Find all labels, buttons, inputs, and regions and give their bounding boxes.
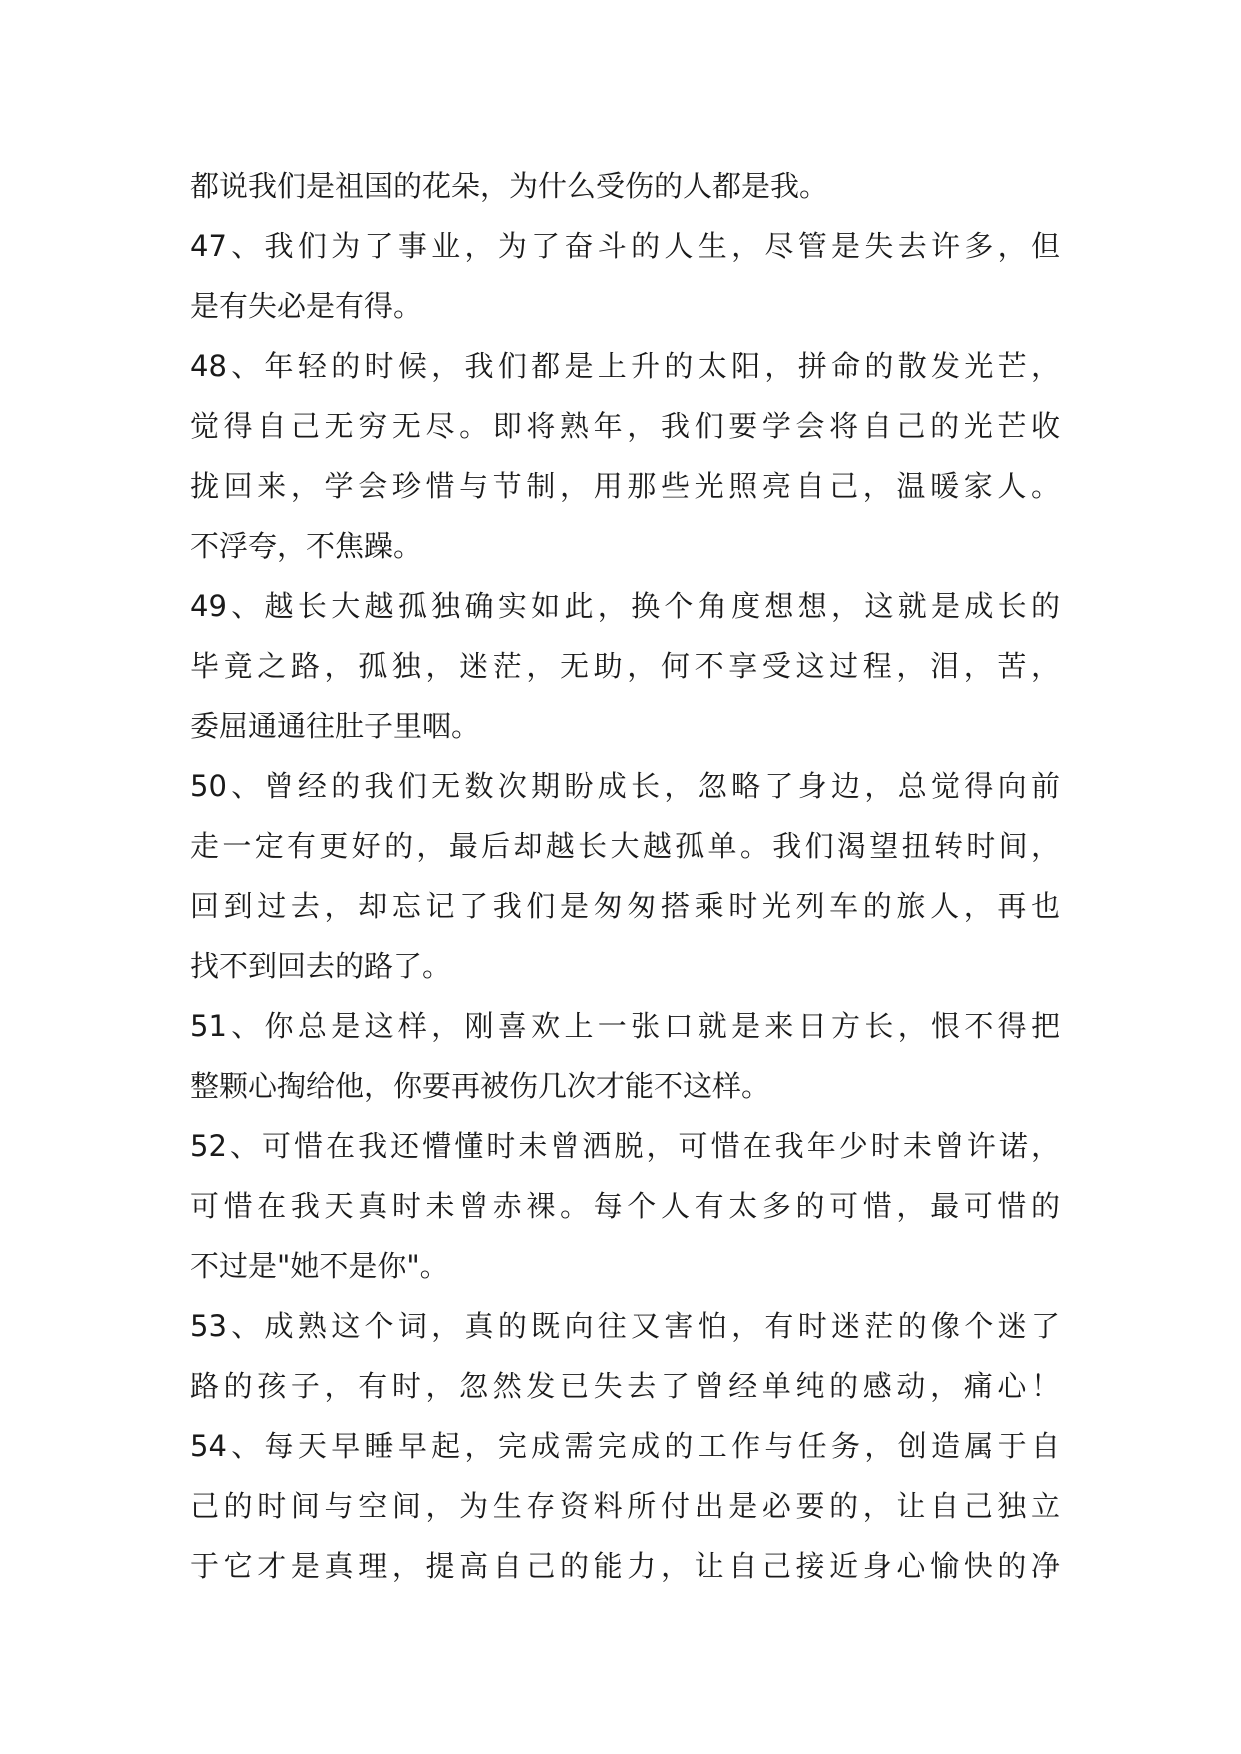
paragraph-52 <box>190 1116 1060 1296</box>
paragraph-50 <box>190 756 1060 996</box>
paragraph-53 <box>190 1296 1060 1416</box>
text-line: 回到过去，却忘记了我们是匆匆搭乘时光列车的旅人，再也 <box>190 889 1060 923</box>
text-line: 觉得自己无穷无尽。即将熟年，我们要学会将自己的光芒收 <box>190 409 1060 443</box>
text-line: 51、你总是这样，刚喜欢上一张口就是来日方长，恨不得把 <box>190 1009 1060 1043</box>
text-line: 47、我们为了事业，为了奋斗的人生，尽管是失去许多，但 <box>190 229 1060 263</box>
text-line: 不浮夸，不焦躁。 <box>190 529 423 563</box>
text-line: 路的孩子，有时，忽然发已失去了曾经单纯的感动，痛心！ <box>190 1369 1060 1403</box>
paragraph <box>190 156 1060 216</box>
text-line: 拢回来，学会珍惜与节制，用那些光照亮自己，温暖家人。 <box>190 469 1060 503</box>
text-line: 50、曾经的我们无数次期盼成长，忽略了身边，总觉得向前 <box>190 769 1060 803</box>
text-line: 52、可惜在我还懵懂时未曾洒脱，可惜在我年少时未曾许诺， <box>190 1129 1060 1163</box>
document-body <box>190 156 1060 1596</box>
text-line: 委屈通通往肚子里咽。 <box>190 709 481 743</box>
paragraph-48 <box>190 336 1060 576</box>
text-line: 54、每天早睡早起，完成需完成的工作与任务，创造属于自 <box>190 1429 1060 1463</box>
text-line: 可惜在我天真时未曾赤裸。每个人有太多的可惜，最可惜的 <box>190 1189 1060 1223</box>
text-line: 找不到回去的路了。 <box>190 949 452 983</box>
text-line: 走一定有更好的，最后却越长大越孤单。我们渴望扭转时间， <box>190 829 1060 863</box>
text-line: 53、成熟这个词，真的既向往又害怕，有时迷茫的像个迷了 <box>190 1309 1060 1343</box>
text-line: 毕竟之路，孤独，迷茫，无助，何不享受这过程，泪，苦， <box>190 649 1060 683</box>
text-line: 是有失必是有得。 <box>190 289 423 323</box>
paragraph-49 <box>190 576 1060 756</box>
text-line: 己的时间与空间，为生存资料所付出是必要的，让自己独立 <box>190 1489 1060 1523</box>
text-line: 于它才是真理，提高自己的能力，让自己接近身心愉快的净 <box>190 1549 1060 1583</box>
text-line: 整颗心掏给他，你要再被伤几次才能不这样。 <box>190 1069 771 1103</box>
paragraph-47 <box>190 216 1060 336</box>
text-line: 不过是"她不是你"。 <box>190 1249 449 1283</box>
text-line: 都说我们是祖国的花朵，为什么受伤的人都是我。 <box>190 169 829 203</box>
text-line: 49、越长大越孤独确实如此，换个角度想想，这就是成长的 <box>190 589 1060 623</box>
text-line: 48、年轻的时候，我们都是上升的太阳，拼命的散发光芒， <box>190 349 1060 383</box>
paragraph-51 <box>190 996 1060 1116</box>
paragraph-54 <box>190 1416 1060 1596</box>
